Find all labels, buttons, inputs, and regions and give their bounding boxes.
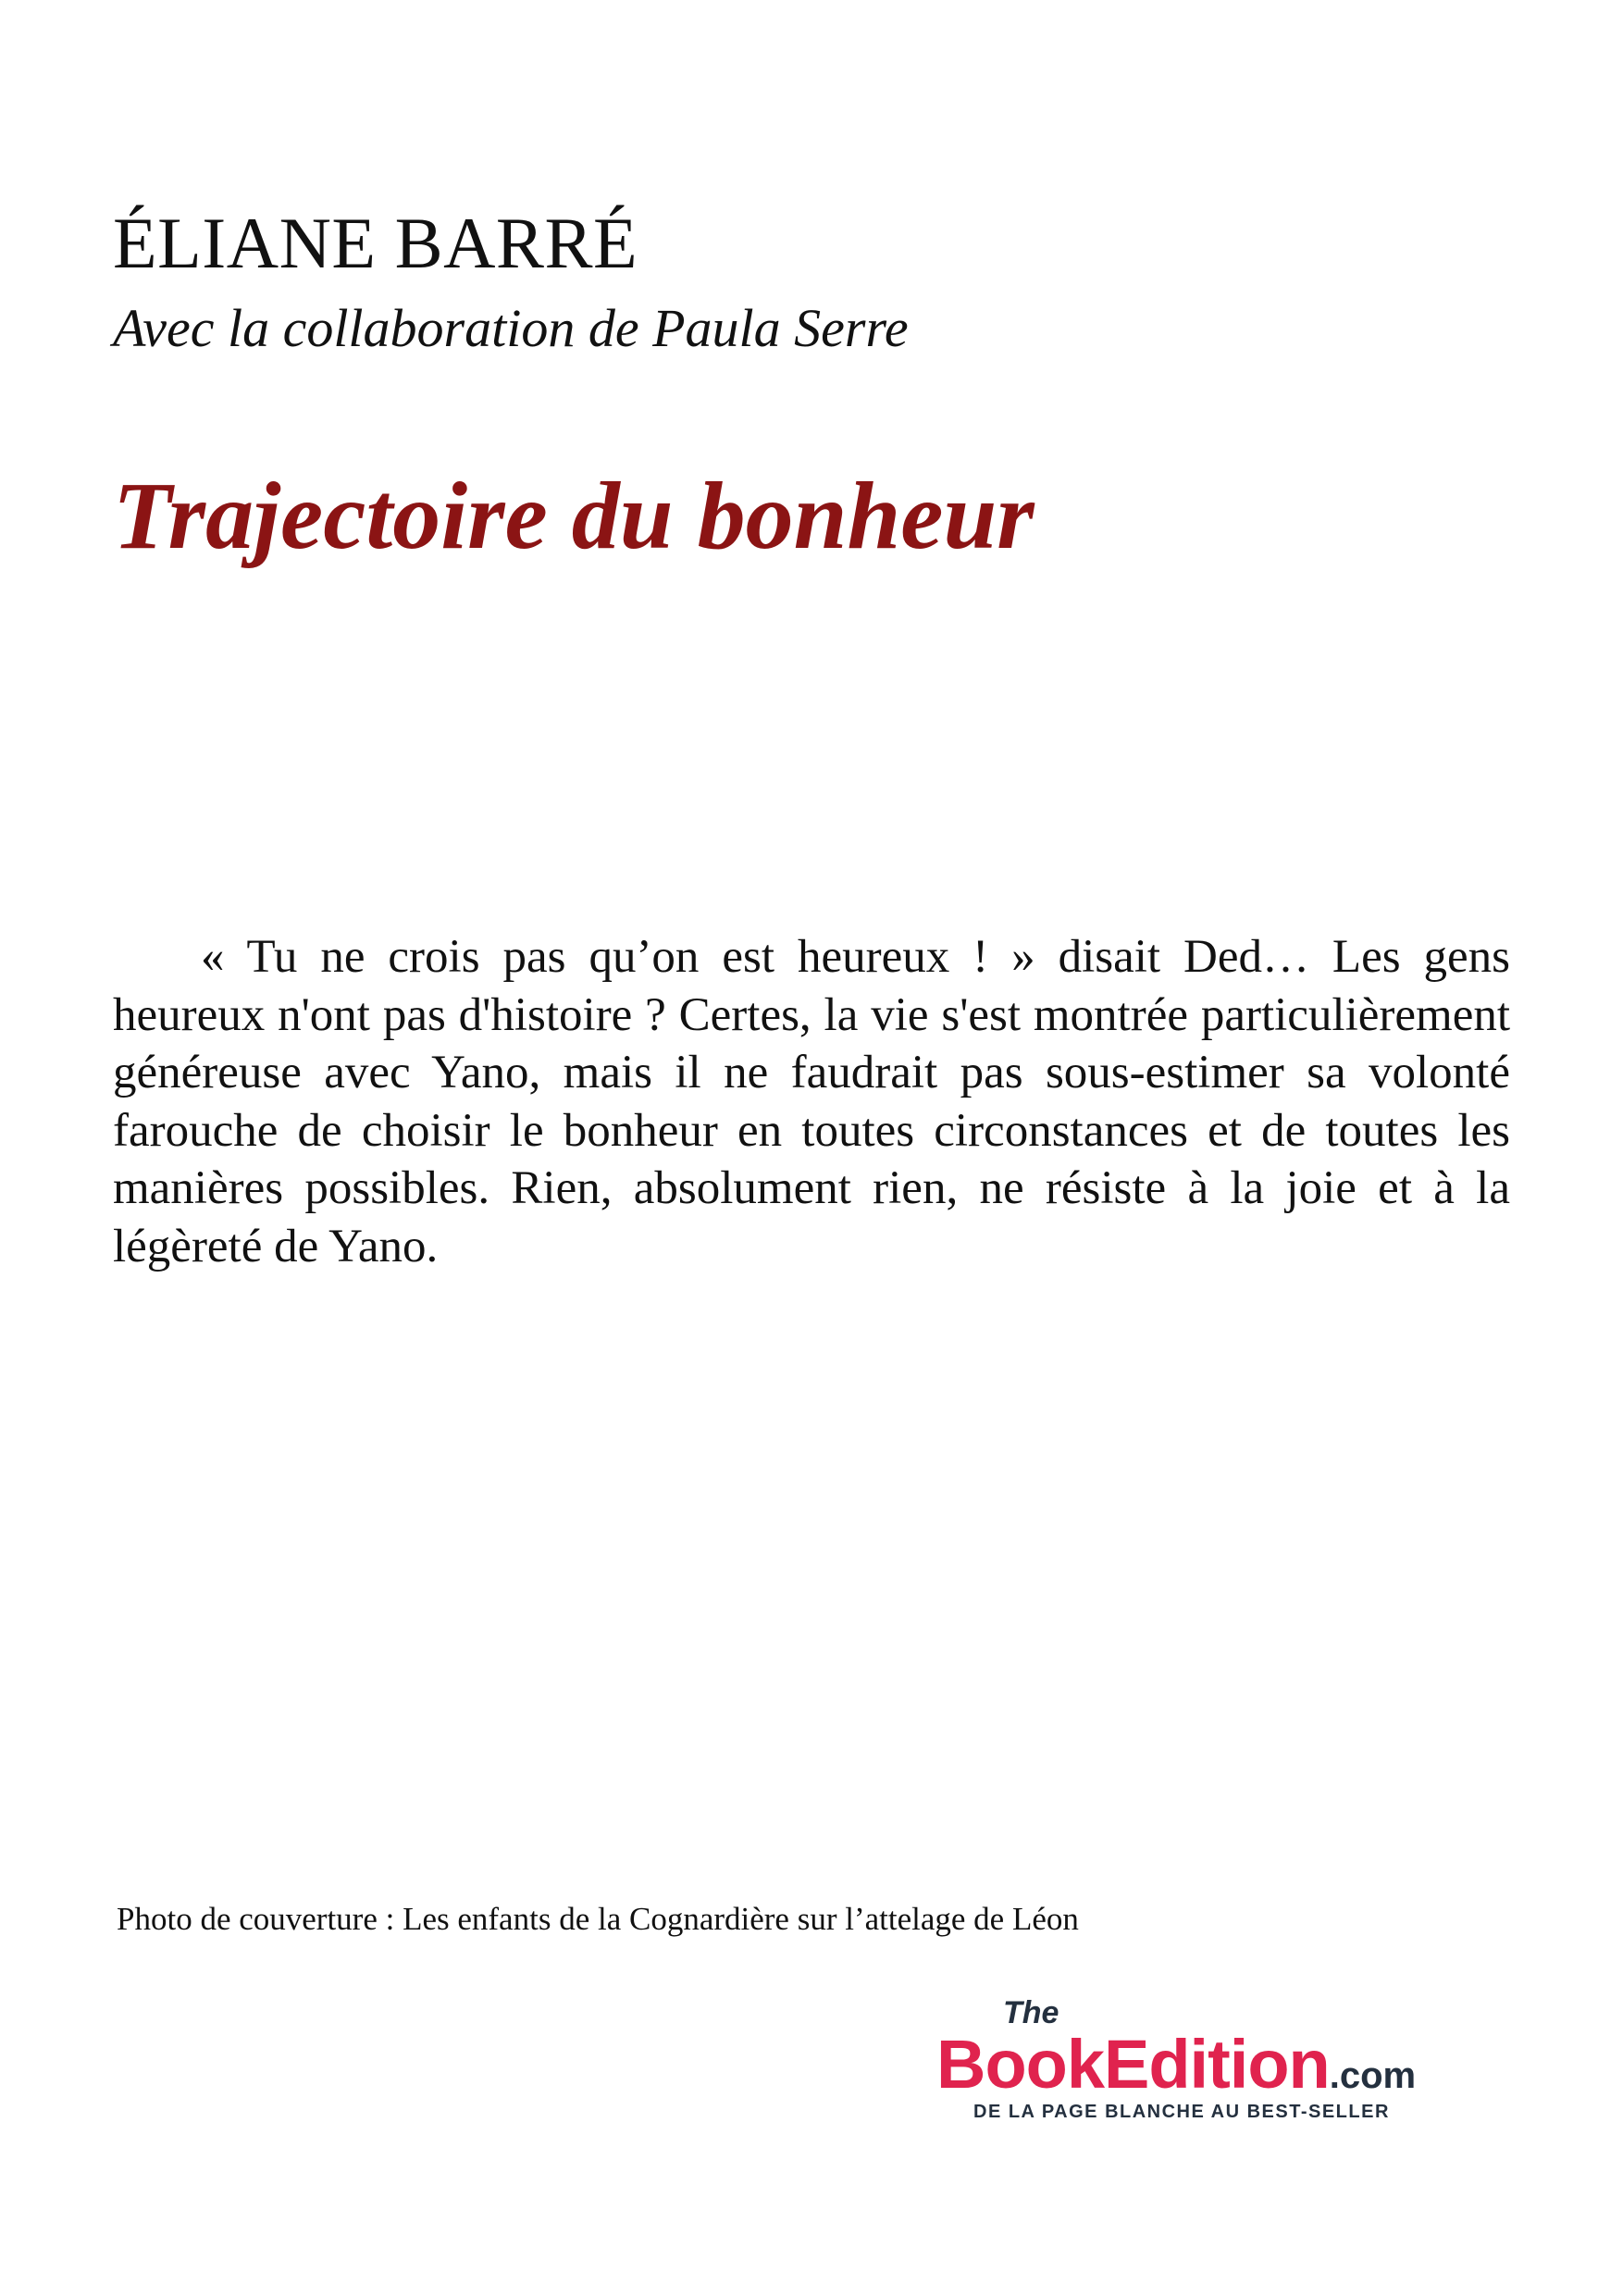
- logo-tagline: DE LA PAGE BLANCHE AU BEST-SELLER: [973, 2102, 1390, 2122]
- logo-the: The: [1003, 1995, 1059, 2030]
- back-cover-blurb: « Tu ne crois pas qu’on est heureux ! » disait Ded… Les gens heureux n'ont pas d'histoire ? Certes, la vie s'est montrée particulièrement généreuse avec Yano, mais il ne faudrait pas sous-estimer sa volonté farouche de choisir le bonheur en toutes circonstances et de toutes les manières possibles. Rien, absolument rien, ne résiste à la joie et à la légèreté de Yano.: [113, 931, 1510, 1272]
- photo-credit: Photo de couverture : Les enfants de la Cognardière sur l’attelage de Léon: [117, 1901, 1079, 1937]
- logo-domain: .com: [1329, 2055, 1417, 2096]
- logo-wordmark: [936, 2026, 1417, 2103]
- author-name: ÉLIANE BARRÉ: [113, 203, 638, 283]
- logo-name: BookEdition: [936, 2026, 1330, 2103]
- collaboration-line: Avec la collaboration de Paula Serre: [113, 298, 909, 358]
- book-title: Trajectoire du bonheur: [113, 463, 1035, 569]
- publisher-logo: [936, 1990, 1510, 2128]
